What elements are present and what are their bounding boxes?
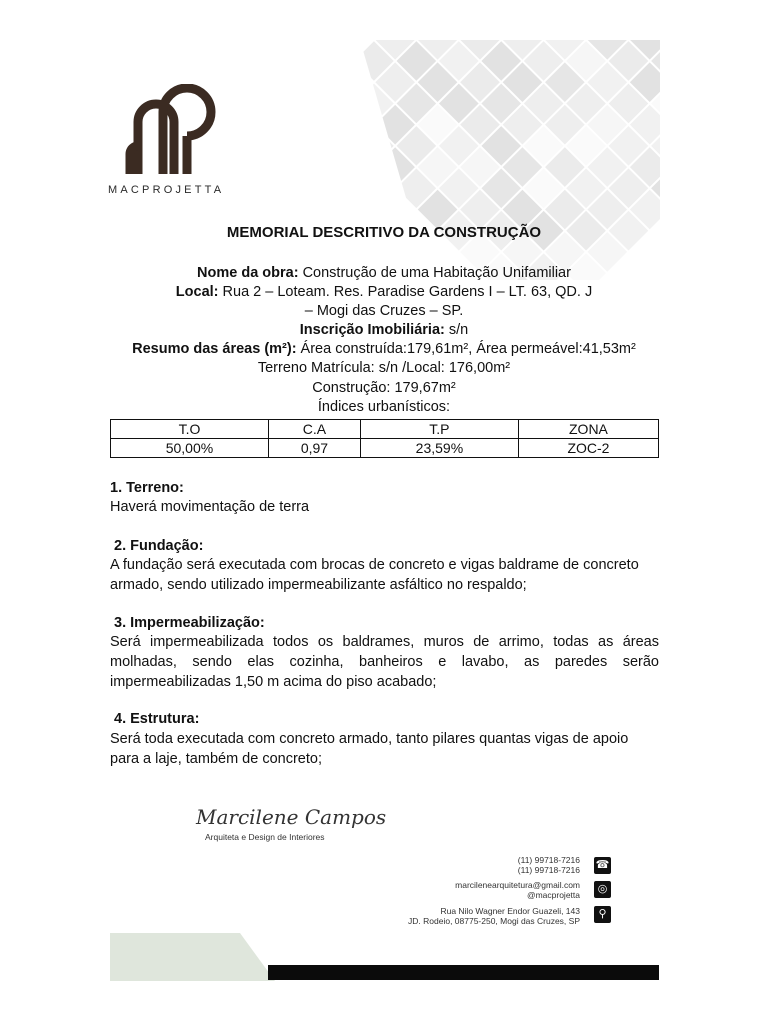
inscricao-label: Inscrição Imobiliária: [299, 322, 445, 338]
resumo-label: Resumo das áreas (m²): [132, 341, 297, 357]
contact-address-line-1: Rua Nilo Wagner Endor Guazeli, 143 [440, 906, 580, 916]
phone-icon: ☎ [594, 857, 611, 874]
table-header-cell: C.A [268, 420, 360, 439]
contact-online [455, 880, 580, 900]
section-text-estrutura: Será toda executada com concreto armado, tanto pilares quantas vigas de apoio para a laje, também de concreto; [110, 731, 629, 767]
contact-phone-1: (11) 99718-7216 [517, 855, 580, 865]
contact-address-line-2: JD. Rodeio, 08775-250, Mogi das Cruzes, SP [408, 916, 580, 926]
footer-green-shape [110, 933, 280, 981]
section-title-estrutura: 4. Estrutura: [114, 711, 200, 727]
section-text-impermeabilizacao: Será impermeabilizada todos os baldrames, muros de arrimo, todas as áreas molhadas, sendo elas cozinha, banheiros e lavabo, as paredes serão impermeabilizadas 1,50 m acima do piso acabado; [110, 634, 659, 690]
section-title-fundacao: 2. Fundação: [114, 538, 204, 554]
section-text-fundacao: A fundação será executada com brocas de concreto e vigas baldrame de concreto armado, sendo utilizado impermeabilizante asfáltico no respaldo; [110, 557, 639, 593]
construcao-line: Construção: 179,67m² [312, 380, 456, 396]
contact-phone-2: (11) 99718-7216 [517, 865, 580, 875]
contact-phones [518, 855, 580, 875]
local-line [0, 284, 768, 300]
table-header-row [111, 420, 659, 439]
indices-label: Índices urbanísticos: [317, 399, 451, 415]
table-row [111, 439, 659, 458]
signature-name: Marcilene Campos [196, 805, 387, 829]
indices-table [110, 419, 659, 458]
section-title-impermeabilizacao: 3. Impermeabilização: [114, 615, 265, 631]
obra-line [0, 265, 768, 281]
brand-logo [108, 84, 238, 196]
terreno-line: Terreno Matrícula: s/n /Local: 176,00m² [257, 360, 511, 376]
logo-mark-icon [108, 84, 238, 179]
brand-name: MACPROJETTA [108, 184, 225, 196]
obra-value: Construção de uma Habitação Unifamiliar [298, 265, 571, 281]
contact-email: marcilenearquitetura@gmail.com [455, 880, 580, 890]
local-continuation: – Mogi das Cruzes – SP. [304, 303, 464, 319]
instagram-icon: ◎ [594, 881, 611, 898]
contact-instagram: @macprojetta [526, 890, 580, 900]
inscricao-line [0, 322, 768, 338]
table-cell: ZOC-2 [518, 439, 658, 458]
section-text-terreno: Haverá movimentação de terra [110, 499, 310, 515]
local-value: Rua 2 – Loteam. Res. Paradise Gardens I – LT. 63, QD. J [218, 284, 593, 300]
obra-label: Nome da obra: [197, 265, 299, 281]
local-label: Local: [175, 284, 219, 300]
location-pin-icon: ⚲ [594, 906, 611, 923]
table-cell: 50,00% [111, 439, 269, 458]
contact-address [408, 906, 580, 926]
inscricao-value: s/n [444, 322, 469, 338]
decorative-tile-pattern [300, 40, 660, 280]
section-title-terreno: 1. Terreno: [110, 480, 184, 496]
table-cell: 23,59% [360, 439, 518, 458]
table-header-cell: ZONA [518, 420, 658, 439]
footer-black-bar [268, 965, 659, 980]
table-header-cell: T.P [360, 420, 518, 439]
table-header-cell: T.O [111, 420, 269, 439]
table-cell: 0,97 [268, 439, 360, 458]
resumo-line [0, 341, 768, 357]
signature-subtitle: Arquiteta e Design de Interiores [205, 832, 325, 842]
resumo-value: Área construída:179,61m², Área permeável:41,53m² [296, 341, 636, 357]
document-title: MEMORIAL DESCRITIVO DA CONSTRUÇÃO [226, 224, 542, 241]
